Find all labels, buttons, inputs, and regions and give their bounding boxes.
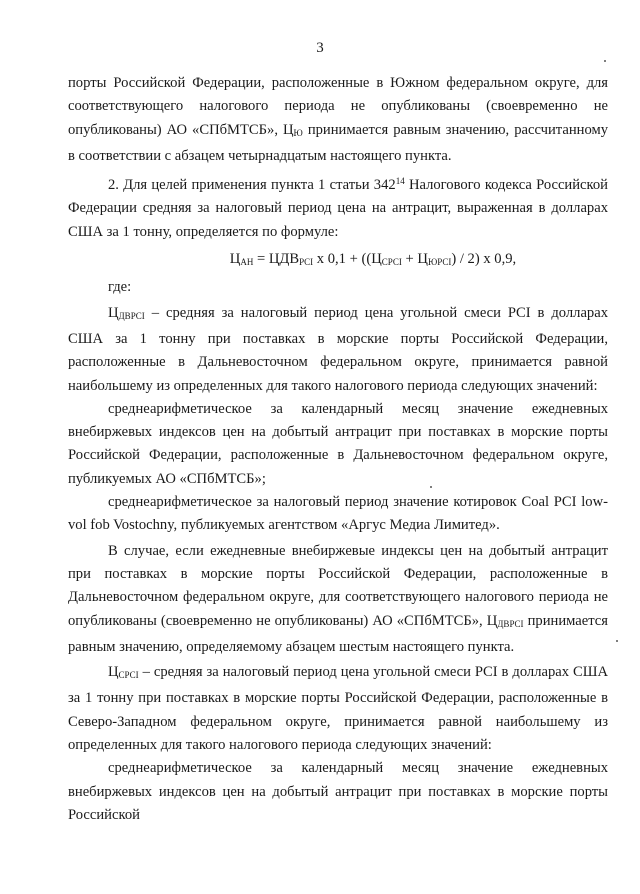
formula-symbol: ДВ (279, 251, 300, 268)
formula-subscript: СРСI (381, 257, 402, 268)
formula-subscript: PCI (299, 257, 314, 268)
definition-dv (68, 302, 608, 398)
subscript: ДВРСI (118, 310, 145, 321)
scan-speck (616, 640, 618, 642)
paragraph-text: Ц (108, 664, 119, 681)
paragraph-text: Налогового кодекса Российской Федерации средняя за налоговый период цена на антрацит, выраженная в долларах США за 1 тонну, определяется по формуле: (68, 177, 608, 240)
formula-symbol: x 0,1 + ((Ц (313, 251, 382, 268)
formula-symbol: = Ц (253, 251, 280, 268)
subscript: ДВРСI (497, 618, 524, 629)
paragraph-text: – средняя за налоговый период цена угольной смеси PCI в долларах США за 1 тонну при поставках в морские порты Российской Федерации, расположенные в Северо-Западном федеральном округе, принимается равной наибольшему из определенных для такого налогового периода следующих значений: (68, 664, 608, 754)
paragraph-text: принимается равным значению, определяемому абзацем шестым настоящего пункта. (68, 612, 608, 655)
paragraph-text: 2. Для целей применения пункта 1 статьи 342 (108, 177, 396, 194)
paragraph-continuation (68, 72, 608, 168)
subscript: СРСI (118, 670, 139, 681)
page-number: 3 (316, 40, 324, 56)
formula-symbol: + Ц (401, 251, 428, 268)
formula (68, 248, 608, 274)
formula-symbol: Ц (229, 251, 241, 268)
scan-speck (604, 60, 606, 62)
paragraph-item-2 (68, 170, 608, 244)
superscript: 14 (395, 176, 405, 187)
formula-subscript: АН (240, 257, 254, 268)
paragraph-text: – средняя за налоговый период цена угольной смеси PCI в долларах США за 1 тонну при поставках в морские порты Российской Федерации, расположенные в Дальневосточном федеральном округе, принимается равной наибольшему из определенных для такого налогового периода следующих значений: (68, 304, 608, 394)
paragraph-text: В случае, если ежедневные внебиржевые индексы цен на добытый антрацит при поставках в морские порты Российской Федерации, расположенные в Дальневосточном федеральном округе, для соответствующего налогового периода не опубликованы (своевременно не опубликованы) АО «СПбМТСБ», Ц (68, 542, 608, 629)
paragraph-argus-quote: среднеарифметическое за налоговый период значение котировок Coal PCI low-vol fob Vostochny, публикуемых агентством «Аргус Медиа Лимитед». (68, 494, 608, 534)
paragraph-spimex-index-2: среднеарифметическое за календарный месяц значение ежедневных внебиржевых индексов цен на добытый антрацит при поставках в морские порты Российской (68, 760, 608, 823)
paragraph-text: принимается равным значению, рассчитанному в соответствии с абзацем четырнадцатым настоящего пункта. (68, 121, 608, 164)
paragraph-spimex-index: среднеарифметическое за календарный месяц значение ежедневных внебиржевых индексов цен на добытый антрацит при поставках в морские порты Российской Федерации, расположенные в Дальневосточном федеральном округе, публикуемых АО «СПбМТСБ»; (68, 400, 608, 487)
definition-sz (68, 661, 608, 757)
where-label: где: (108, 279, 132, 296)
formula-subscript: ЮРСI (427, 257, 452, 268)
formula-symbol: ) / 2) x 0,9, (451, 251, 517, 268)
paragraph-text: Ц (108, 304, 119, 321)
subscript: Ю (293, 127, 303, 138)
document-body (68, 72, 608, 827)
paragraph-text: порты Российской Федерации, расположенные в Южном федеральном округе, для соответствующего налогового периода не опубликованы (своевременно не опубликованы) АО «СПбМТСБ», Ц (68, 75, 608, 138)
scan-speck (430, 486, 432, 488)
paragraph-fallback (68, 540, 608, 659)
